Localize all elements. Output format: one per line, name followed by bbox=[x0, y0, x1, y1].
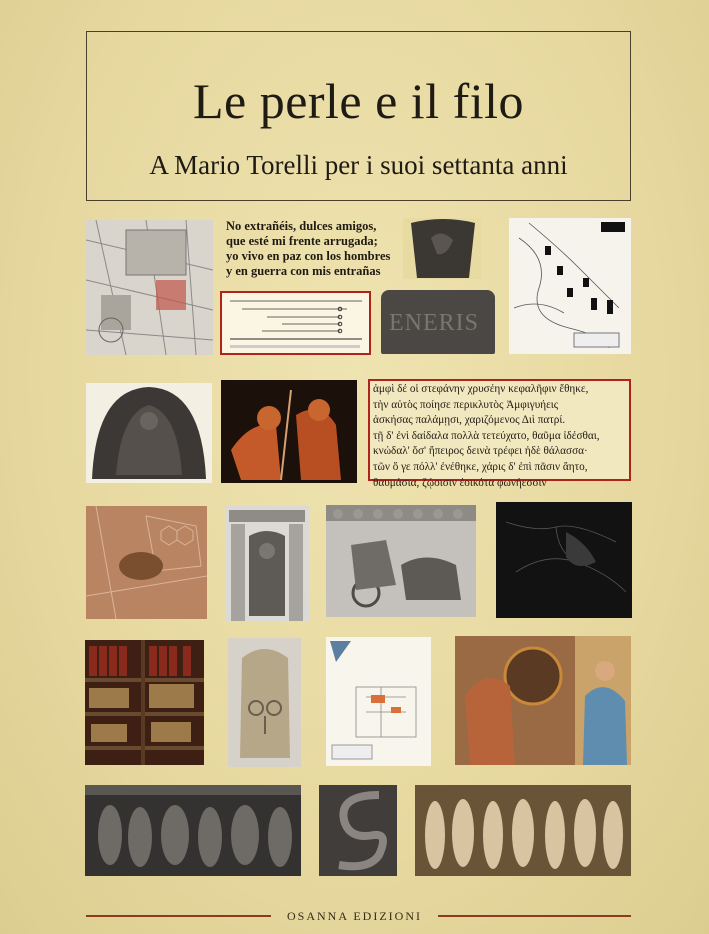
torso-sculpture-image bbox=[403, 218, 481, 279]
poem-line: y en guerra con mis entrañas bbox=[226, 264, 381, 278]
spanish-poem bbox=[226, 219, 406, 279]
greek-line: ἀμφὶ δέ οἱ στεφάνην χρυσέην κεφαλῆφιν ἔθηκε, bbox=[373, 383, 589, 395]
serpent-relief-image bbox=[319, 785, 397, 876]
bookshelf-image bbox=[85, 640, 204, 765]
city-map-drawing bbox=[86, 220, 213, 355]
greek-line: θαυμάσια, ζῴοισιν ἐοικότα φωνήεσσιν bbox=[373, 476, 547, 489]
torso-drawing bbox=[403, 218, 481, 279]
plan-drawing bbox=[326, 637, 431, 766]
fresco-painting-image bbox=[455, 636, 631, 765]
frieze-relief-image bbox=[415, 785, 631, 876]
frieze-drawing bbox=[415, 785, 631, 876]
excavation-plan-image bbox=[326, 637, 431, 766]
greek-line: τῇ δ' ἐνὶ δαίδαλα πολλὰ τετεύχατο, θαῦμα ἰδέσθαι, bbox=[373, 429, 600, 442]
stone-head-drawing bbox=[228, 638, 301, 767]
bookshelf-drawing bbox=[85, 640, 204, 765]
greek-verses bbox=[373, 382, 629, 491]
sarcophagus-drawing bbox=[85, 785, 301, 876]
greek-line: τῶν ὅ γε πόλλ' ἐνέθηκε, χάρις δ' ἐπὶ πᾶσιν ἄητο, bbox=[373, 460, 588, 473]
book-title: Le perle e il filo bbox=[192, 73, 525, 129]
territory-map-drawing bbox=[509, 218, 631, 354]
poem-line: que esté mi frente arrugada; bbox=[226, 234, 378, 248]
city-map-image bbox=[86, 220, 213, 355]
red-figure-vase-image bbox=[221, 380, 357, 483]
carved-pillar-image bbox=[225, 506, 309, 621]
stone-head-image bbox=[228, 638, 301, 767]
pillar-drawing bbox=[225, 506, 309, 621]
greek-line: κνώδαλ' ὅσ' ἤπειρος δεινὰ τρέφει ἠδὲ θάλασσα· bbox=[373, 445, 588, 458]
greek-line: τὴν αὐτὸς ποίησε περικλυτὸς Ἀμφιγυήεις bbox=[373, 398, 559, 411]
poem-line: No extrañéis, dulces amigos, bbox=[226, 219, 377, 233]
sarcophagus-relief-image bbox=[85, 785, 301, 876]
title-box bbox=[86, 31, 631, 201]
fresco-drawing bbox=[455, 636, 631, 765]
terracotta-relief-image bbox=[86, 383, 212, 483]
mosaic-drawing bbox=[86, 506, 207, 619]
timeline-drawing bbox=[222, 293, 369, 353]
publisher-name: OSANNA EDIZIONI bbox=[287, 909, 422, 923]
mosaic-floor-image bbox=[86, 506, 207, 619]
inscription-stone-image bbox=[381, 290, 495, 354]
relief-drawing bbox=[86, 383, 212, 483]
inscription-text: ENERIS bbox=[389, 310, 479, 336]
chariot-drawing bbox=[326, 505, 476, 617]
territory-map-image bbox=[509, 218, 631, 354]
timeline-diagram bbox=[220, 291, 371, 355]
chariot-relief-image bbox=[326, 505, 476, 617]
greek-line: ἀσκήσας παλάμῃσι, χαριζόμενος Διὶ πατρί. bbox=[373, 414, 566, 427]
satellite-drawing bbox=[496, 502, 632, 618]
vase-drawing bbox=[221, 380, 357, 483]
poem-line: yo vivo en paz con los hombres bbox=[226, 249, 391, 263]
satellite-map-image bbox=[496, 502, 632, 618]
book-subtitle: A Mario Torelli per i suoi settanta anni bbox=[149, 150, 568, 180]
serpent-drawing bbox=[319, 785, 397, 876]
